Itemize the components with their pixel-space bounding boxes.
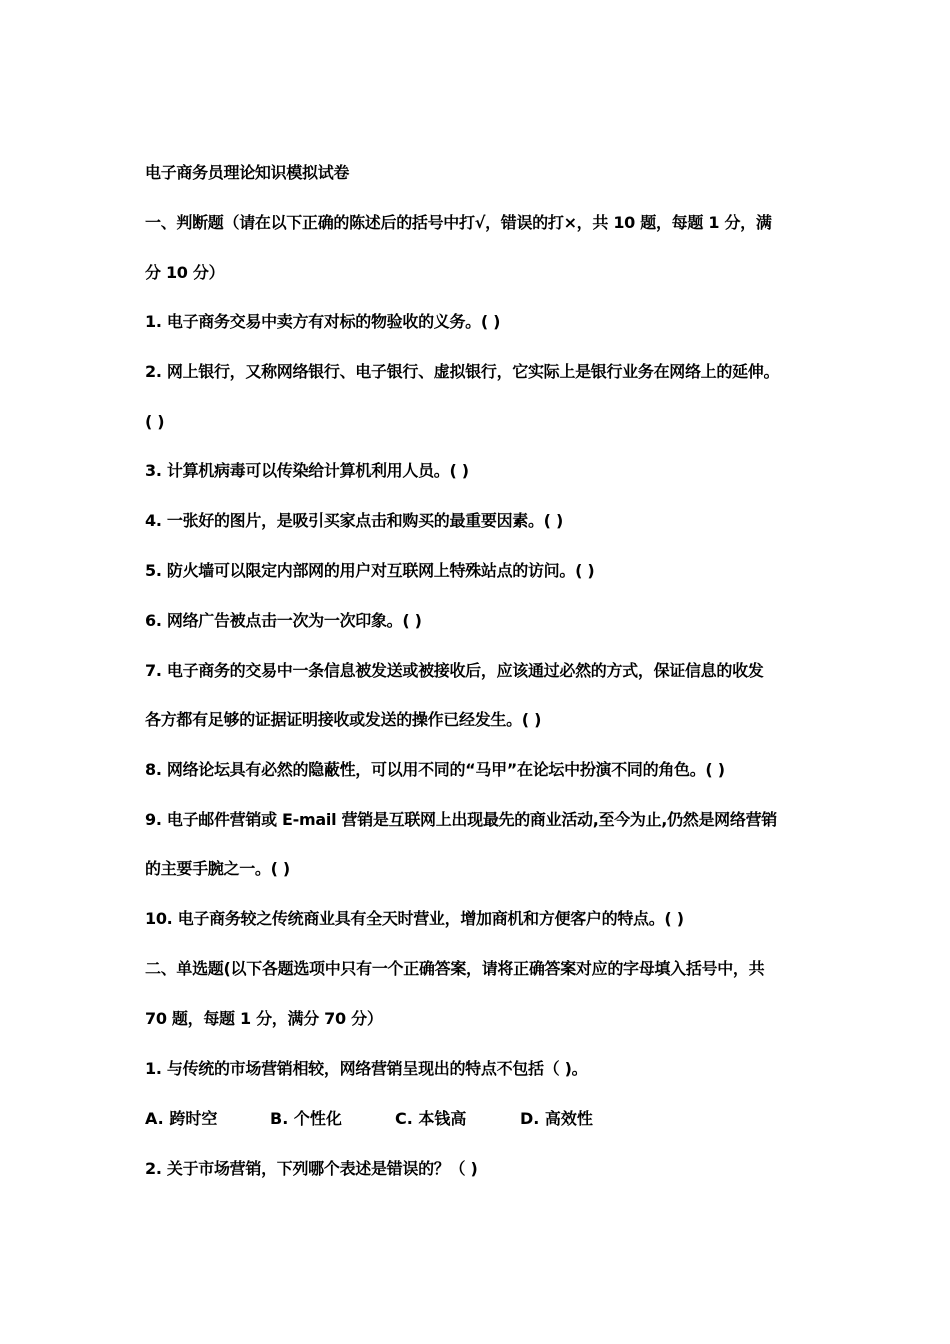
s1-question-8: 8. 网络论坛具有必然的隐蔽性，可以用不同的“马甲”在论坛中扮演不同的角色。( ) [145,760,725,779]
s2-question-1-options [145,1108,825,1130]
option-c: C. 本钱高 [395,1109,467,1128]
s2-question-2: 2. 关于市场营销，下列哪个表述是错误的？（ ) [145,1159,478,1178]
option-b: B. 个性化 [270,1109,342,1128]
s1-question-10: 10. 电子商务较之传统商业具有全天时营业，增加商机和方便客户的特点。( ) [145,909,684,928]
s2-question-1: 1. 与传统的市场营销相较，网络营销呈现出的特点不包括（ )。 [145,1059,588,1078]
section1-heading-cont: 分 10 分） [145,263,225,282]
document-title: 电子商务员理论知识模拟试卷 [145,163,350,182]
s1-question-9: 9. 电子邮件营销或 E-mail 营销是互联网上出现最先的商业活动,至今为止,仍然是网络营销 [145,810,777,829]
option-d: D. 高效性 [520,1109,593,1128]
section2-heading: 二、单选题(以下各题选项中只有一个正确答案，请将正确答案对应的字母填入括号中，共 [145,959,765,978]
option-a: A. 跨时空 [145,1109,218,1128]
s1-question-7-cont: 各方都有足够的证据证明接收或发送的操作已经发生。( ) [145,710,542,729]
s1-question-2: 2. 网上银行，又称网络银行、电子银行、虚拟银行，它实际上是银行业务在网络上的延伸。 [145,362,780,381]
s1-question-9-cont: 的主要手腕之一。( ) [145,859,290,878]
section2-heading-cont: 70 题，每题 1 分，满分 70 分） [145,1009,383,1028]
s1-question-6: 6. 网络广告被点击一次为一次印象。( ) [145,611,422,630]
s1-question-3: 3. 计算机病毒可以传染给计算机利用人员。( ) [145,461,469,480]
s1-question-7: 7. 电子商务的交易中一条信息被发送或被接收后，应该通过必然的方式，保证信息的收发 [145,661,764,680]
s1-question-4: 4. 一张好的图片，是吸引买家点击和购买的最重要因素。( ) [145,511,563,530]
s1-question-2-cont: ( ) [145,412,165,431]
s1-question-1: 1. 电子商务交易中卖方有对标的物验收的义务。( ) [145,312,501,331]
section1-heading: 一、判断题（请在以下正确的陈述后的括号中打√，错误的打×，共 10 题，每题 1 分，满 [145,213,772,232]
s1-question-5: 5. 防火墙可以限定内部网的用户对互联网上特殊站点的访问。( ) [145,561,595,580]
